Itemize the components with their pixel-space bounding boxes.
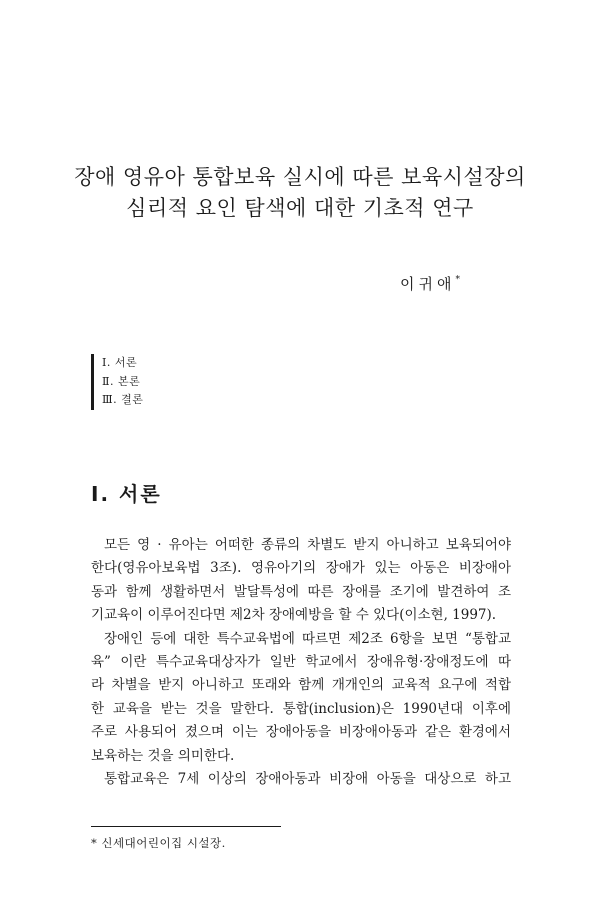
author-footnote-mark: * xyxy=(455,275,460,285)
section-heading: Ⅰ. 서론 xyxy=(91,482,162,506)
body-line: 기교육이 이루어진다면 제2차 장애예방을 할 수 있다(이소현, 1997). xyxy=(91,607,497,624)
body-line: 주로 사용되어 졌으며 이는 장애아동을 비장애아동과 같은 환경에서 xyxy=(91,724,511,741)
toc-item: Ⅲ. 결론 xyxy=(102,393,144,406)
title-line-2: 심리적 요인 탐색에 대한 기초적 연구 xyxy=(126,196,474,220)
body-line: 보육하는 것을 의미한다. xyxy=(91,747,235,764)
footnote-divider xyxy=(91,826,281,827)
toc-item: Ⅰ. 서론 xyxy=(102,356,138,369)
body-line: 동과 함께 생활하면서 발달특성에 따른 장애를 조기에 발견하여 조 xyxy=(91,583,511,600)
footnote: * 신세대어린이집 시설장. xyxy=(91,836,226,850)
paper-title xyxy=(0,162,600,224)
toc-item: Ⅱ. 본론 xyxy=(102,374,141,388)
body-text xyxy=(91,534,511,791)
table-of-contents xyxy=(91,354,143,410)
author xyxy=(400,273,460,294)
body-line: 육” 이란 특수교육대상자가 일반 학교에서 장애유형·장애정도에 따 xyxy=(91,654,511,671)
body-line: 모든 영 · 유아는 어떠한 종류의 차별도 받지 아니하고 보육되어야 xyxy=(104,537,511,553)
body-line: 장애인 등에 대한 특수교육법에 따르면 제2조 6항을 보면 “통합교 xyxy=(104,630,511,647)
title-line-1: 장애 영유아 통합보육 실시에 따른 보육시설장의 xyxy=(74,165,526,189)
body-line: 한다(영유아보육법 3조). 영유아기의 장애가 있는 아동은 비장애아 xyxy=(91,560,511,577)
body-line: 라 차별을 받지 아니하고 또래와 함께 개개인의 교육적 요구에 적합 xyxy=(91,677,511,694)
author-name: 이귀애 xyxy=(400,275,456,293)
body-line: 통합교육은 7세 이상의 장애아동과 비장애 아동을 대상으로 하고 xyxy=(104,771,511,788)
body-line: 한 교육을 받는 것을 말한다. 통합(inclusion)은 1990년대 이후에 xyxy=(91,700,511,717)
